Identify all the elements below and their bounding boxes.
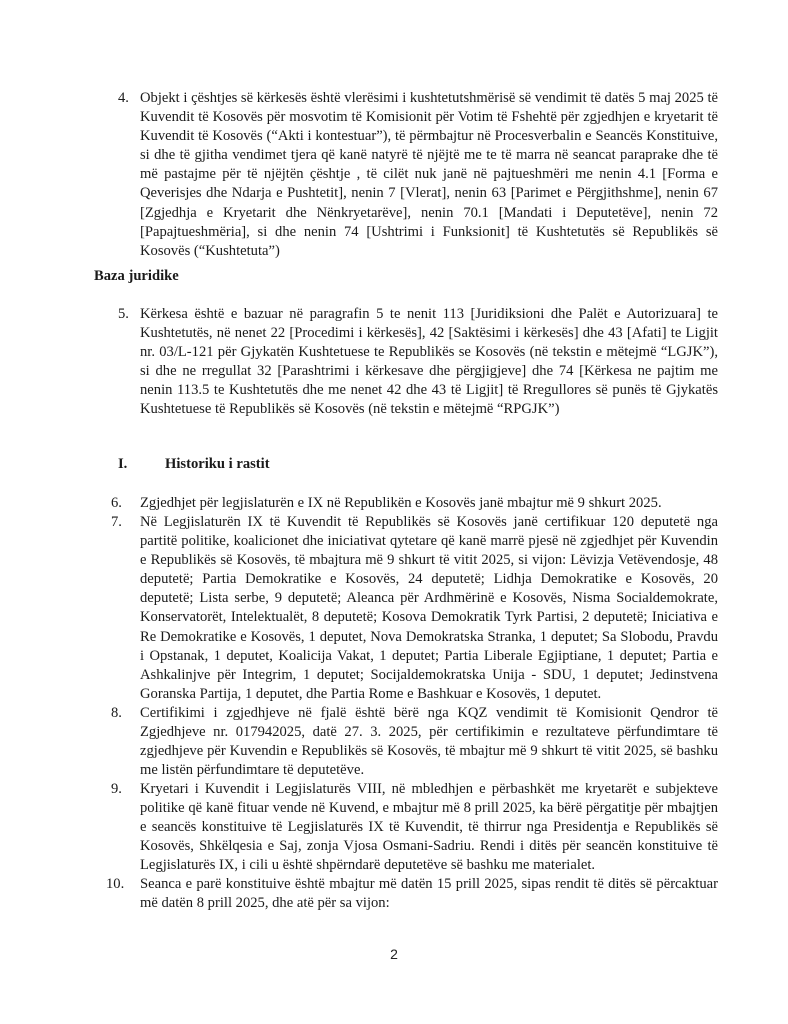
item-10-number: 10.: [106, 876, 125, 892]
item-4-number: 4.: [118, 90, 129, 106]
item-10-text: Seanca e parë konstituive është mbajtur më datën 15 prill 2025, sipas rendit të ditës së përcaktuar më datën 8 prill 2025, dhe atë për sa vijon:: [140, 876, 718, 912]
page-number: 2: [390, 946, 398, 962]
section-heading-numeral: I.: [118, 456, 128, 472]
item-6-number: 6.: [111, 495, 122, 511]
item-4-text: Objekt i çështjes së kërkesës është vlerësimi i kushtetutshmërisë së vendimit të datës 5 maj 2025 të Kuvendit të Kosovës për mosvotim të Komisionit për Votim të Fshehtë për zgjedhjen e kryetarit të Kuvendit të Kosovës (“Akti i kontestuar”), të përmbajtur në Procesverbalin e Seancës Konstituive, si dhe të gjitha vendimet tjera që kanë natyrë të njëjtë me te të marra në seancat paraprake dhe të më pastajme për të njëjtën çështje , të cilët nuk janë në pajtueshmëri me nenin 4.1 [Forma e Qeverisjes dhe Ndarja e Pushtetit], nenin 7 [Vlerat], nenin 63 [Parimet e Përgjithshme], nenin 67 [Zgjedhja e Kryetarit dhe Nënkryetarëve], nenin 70.1 [Mandati i Deputetëve], nenin 72 [Papajtueshmëria], si dhe nenin 74 [Ushtrimi i Funksionit] të Kushtetutës së Republikës së Kosovës (“Kushtetuta”): [140, 90, 718, 259]
item-8-text: Certifikimi i zgjedhjeve në fjalë është bërë nga KQZ vendimit të Komisionit Qendror të Zgjedhjeve nr. 017942025, datë 27. 3. 2025, për certifikimin e rezultateve përfundimtare të zgjedhjeve për Kuvendin e Republikës së Kosovës, të mbajtur më 9 shkurt të vitit 2025, së bashku me listën përfundimtare të deputetëve.: [140, 705, 718, 779]
item-7-number: 7.: [111, 514, 122, 530]
item-7-text: Në Legjislaturën IX të Kuvendit të Republikës së Kosovës janë certifikuar 120 deputetë nga partitë politike, koalicionet dhe iniciativat qytetare që kanë marrë pjesë në zgjedhjet për Kuvendin e Republikës së Kosovës, të mbajtura më 9 shkurt të vitit 2025, si vijon: Lëvizja Vetëvendosje, 48 deputetë; Partia Demokratike e Kosovës, 24 deputetë; Lidhja Demokratike e Kosovës, 20 deputetë; Lista serbe, 9 deputetë; Aleanca për Ardhmërinë e Kosovës, Nisma Socialdemokrate, Konservatorët, Intelektualët, 8 deputetë; Kosova Demokratik Tyrk Partisi, 2 deputetë; Iniciativa e Re Demokratike e Kosovës, 1 deputet, Nova Demokratska Stranka, 1 deputet; Sa Slobodu, Pravdu i Opstanak, 1 deputet, Koalicija Vakat, 1 deputet; Partia Liberale Egjiptiane, 1 deputet; Partia e Ashkalinjve për Integrim, 1 deputet; Socijaldemokratska Unija - SDU, 1 deputet; Jedinstvena Goranska Partija, 1 deputet, dhe Partia Rome e Bashkuar e Kosovës, 1 deputet.: [140, 514, 718, 702]
item-9-number: 9.: [111, 781, 122, 797]
section-heading-historiku: Historiku i rastit: [165, 456, 270, 472]
item-8-number: 8.: [111, 705, 122, 721]
item-6-text: Zgjedhjet për legjislaturën e IX në Republikën e Kosovës janë mbajtur më 9 shkurt 2025.: [140, 495, 662, 511]
section-heading-baza-juridike: Baza juridike: [94, 268, 179, 284]
item-9-text: Kryetari i Kuvendit i Legjislaturës VIII, në mbledhjen e përbashkët me kryetarët e subjekteve politike që kanë fituar vende në Kuvend, e mbajtur më 8 prill 2025, ka bërë përgatitje për mbajtjen e seancës konstituive të Legjislaturës IX të Kuvendit, të thirrur nga Presidentja e Republikës së Kosovës, Shkëlqesia e Saj, zonja Vjosa Osmani-Sadriu. Rendi i ditës për seancën konstituive të Legjislaturës IX, i cili u është shpërndarë deputetëve së bashku me materialet.: [140, 781, 718, 874]
item-5-text: Kërkesa është e bazuar në paragrafin 5 te nenit 113 [Juridiksioni dhe Palët e Autorizuara] te Kushtetutës, në nenet 22 [Procedimi i kërkesës], 42 [Saktësimi i kërkesës] dhe 43 [Afati] te Ligjit nr. 03/L-121 për Gjykatën Kushtetuese te Republikës se Kosovës (në tekstin e mëtejmë “LGJK”), si dhe ne rregullat 32 [Parashtrimi i kërkesave dhe përgjigjeve] dhe 74 [Kërkesa ne pajtim me nenin 113.5 te Kushtetutës dhe me nenet 42 dhe 43 të Ligjit] të Rregullores së punës të Gjykatës Kushtetuese të Republikës së Kosovës (në tekstin e mëtejmë “RPGJK”): [140, 306, 718, 418]
item-5-number: 5.: [118, 306, 129, 322]
